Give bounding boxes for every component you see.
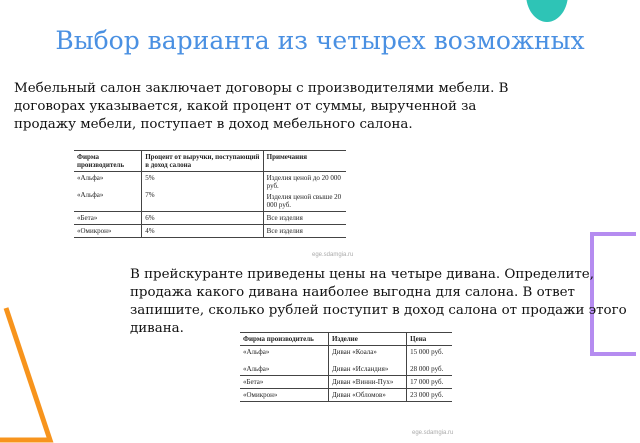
table-cell: 28 000 руб. [410,365,444,373]
commission-table [74,150,346,238]
table-cell: Изделия ценой до 20 000 руб. [266,174,341,190]
task-paragraph-1: Мебельный салон заключает договоры с производителями мебели. В договорах указывается, какой процент от суммы, вырученной за продажу мебели, поступает в доход мебельного салона. [14,81,509,132]
table-cell: «Бета» [74,212,142,225]
table-cell: «Бета» [240,376,328,389]
slide-title: Выбор варианта из четырех возможных [55,26,585,55]
table-cell: Диван «Обломов» [328,389,406,402]
table-header: Процент от выручки, поступающий в доход салона [142,151,263,172]
table-row [240,389,452,402]
table-cell: Диван «Исландия» [331,365,389,373]
table-header: Изделие [328,333,406,346]
table-cell: Все изделия [263,225,346,238]
table-cell: «Альфа» [77,191,104,199]
table-row [74,212,346,225]
table-cell: «Альфа» [243,365,270,373]
table-cell: 7% [145,191,155,199]
table-cell: Изделия ценой свыше 20 000 руб. [266,193,342,209]
table-cell: «Альфа» [243,348,270,356]
price-table [240,332,452,402]
table-cell: 23 000 руб. [407,389,452,402]
table-cell: «Омикрон» [240,389,328,402]
table-cell: Диван «Винни-Пух» [328,376,406,389]
table-row [240,376,452,389]
decorative-circle [526,0,568,22]
table-cell: Все изделия [263,212,346,225]
watermark: ege.sdamgia.ru [412,430,454,436]
task-paragraph-2: В прейскуранте приведены цены на четыре дивана. Определите, продажа какого дивана наиболее выгодна для салона. В ответ запишите, сколько рублей поступит в доход салона от продажи этого дивана. [130,267,627,336]
table-row [240,346,452,376]
table-cell: 15 000 руб. [410,348,444,356]
watermark: ege.sdamgia.ru [312,252,354,258]
table-header: Примечания [263,151,346,172]
decorative-triangle [0,300,60,443]
table-cell: 17 000 руб. [407,376,452,389]
table-header: Фирма производитель [240,333,328,346]
table-row [74,172,346,212]
table-cell: 6% [142,212,263,225]
table-cell: 5% [145,174,155,182]
table-header: Фирма производитель [74,151,142,172]
table-cell: 4% [142,225,263,238]
table-cell: Диван «Коала» [331,348,377,356]
table-cell: «Омикрон» [74,225,142,238]
table-header: Цена [407,333,452,346]
table-row [74,225,346,238]
table-cell: «Альфа» [77,174,104,182]
